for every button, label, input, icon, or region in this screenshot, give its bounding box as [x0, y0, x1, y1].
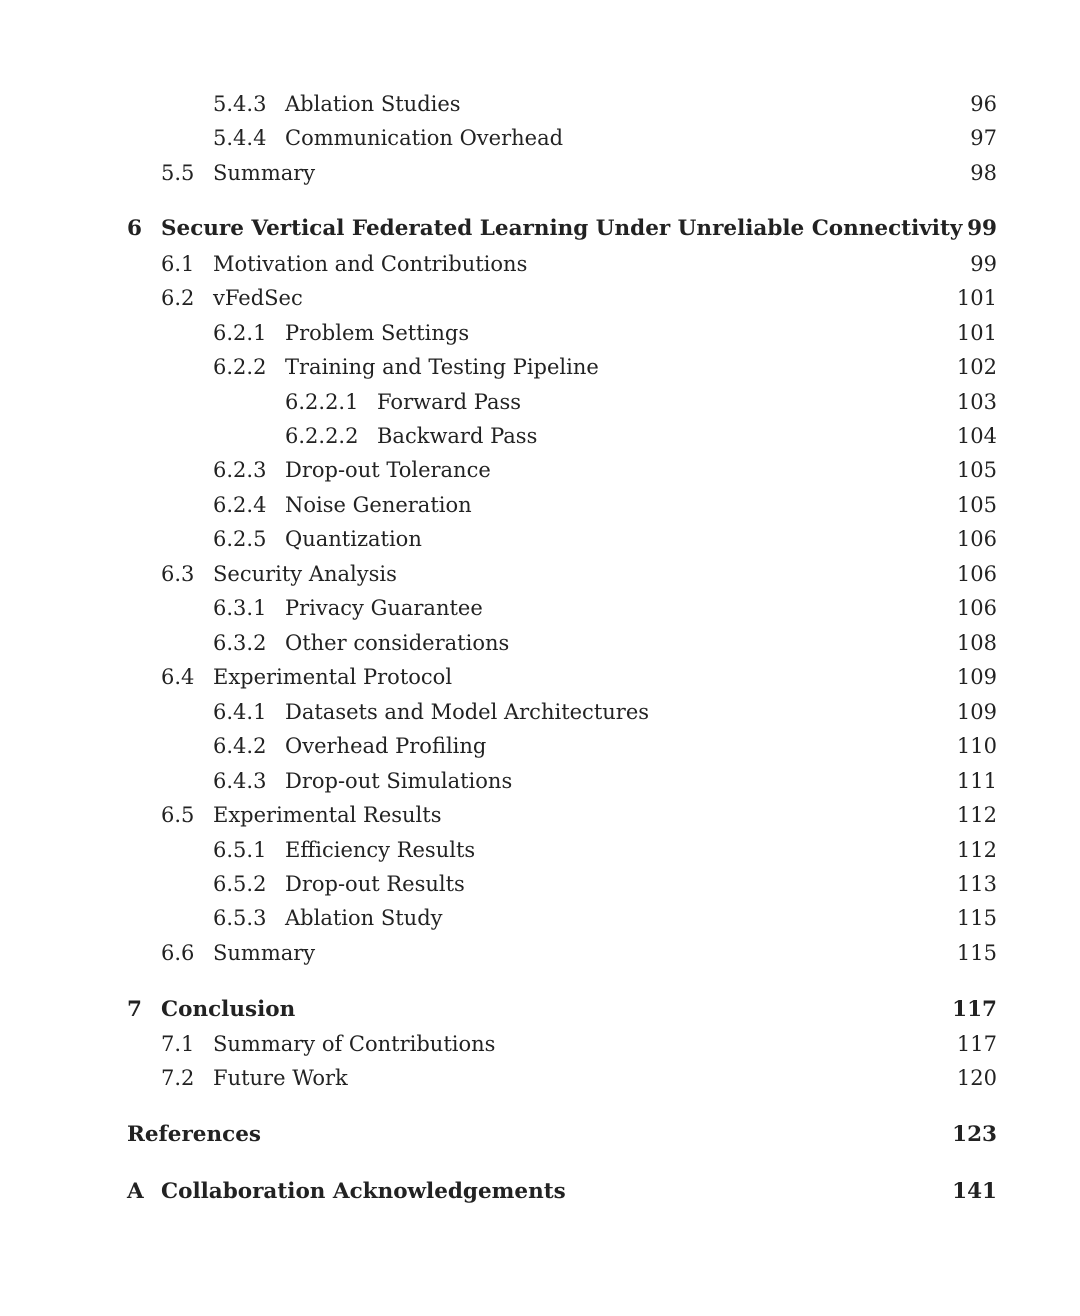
- toc-entry[interactable]: [0, 156, 1080, 190]
- page-number: 99: [967, 216, 997, 241]
- toc-entry[interactable]: [0, 833, 1080, 867]
- section-title: Summary of Contributions: [213, 1032, 496, 1056]
- page-number: 117: [952, 997, 997, 1022]
- section-number: 6.4: [161, 665, 195, 689]
- page-number: 104: [956, 424, 997, 448]
- chapter-number: 7: [127, 997, 142, 1022]
- toc-entry[interactable]: [0, 901, 1080, 935]
- page-number: 105: [956, 458, 997, 482]
- section-title: Drop-out Simulations: [285, 769, 513, 793]
- page-number: 111: [956, 769, 997, 793]
- page-number: 115: [956, 941, 997, 965]
- section-number: 6.3.2: [213, 631, 267, 655]
- section-title: Datasets and Model Architectures: [285, 700, 650, 724]
- section-number: 6.5: [161, 803, 195, 827]
- appendix-letter: A: [127, 1179, 144, 1204]
- toc-entry[interactable]: [0, 591, 1080, 625]
- page-number: 108: [956, 631, 997, 655]
- toc-entry[interactable]: [0, 660, 1080, 694]
- section-title: Backward Pass: [377, 424, 538, 448]
- toc-entry[interactable]: [0, 87, 1080, 121]
- section-title: Forward Pass: [377, 390, 522, 414]
- toc-entry[interactable]: [0, 764, 1080, 798]
- section-number: 6.2.4: [213, 493, 267, 517]
- section-title: Privacy Guarantee: [285, 596, 483, 620]
- section-number: 5.4.4: [213, 126, 267, 150]
- section-title: Ablation Study: [285, 906, 443, 930]
- page-number: 123: [952, 1122, 997, 1147]
- section-title: vFedSec: [213, 286, 303, 310]
- section-title: Experimental Protocol: [213, 665, 453, 689]
- toc-entry[interactable]: [0, 695, 1080, 729]
- chapter-number: 6: [127, 216, 142, 241]
- page-number: 115: [956, 906, 997, 930]
- page-number: 112: [956, 803, 997, 827]
- section-title: Communication Overhead: [285, 126, 564, 150]
- section-number: 6.3: [161, 562, 195, 586]
- page-number: 99: [970, 252, 997, 276]
- section-number: 6.2.2.1: [285, 390, 359, 414]
- section-number: 6.4.2: [213, 734, 267, 758]
- section-title: Noise Generation: [285, 493, 472, 517]
- section-title: Motivation and Contributions: [213, 252, 528, 276]
- section-number: 6.2.5: [213, 527, 267, 551]
- toc-chapter-references[interactable]: [0, 1118, 1080, 1152]
- section-number: 6.2.2: [213, 355, 267, 379]
- section-title: Drop-out Results: [285, 872, 465, 896]
- page-number: 96: [970, 92, 997, 116]
- section-title: Training and Testing Pipeline: [285, 355, 599, 379]
- section-title: Problem Settings: [285, 321, 470, 345]
- page-number: 106: [956, 596, 997, 620]
- section-number: 6.5.2: [213, 872, 267, 896]
- page-number: 109: [956, 700, 997, 724]
- page-number: 101: [956, 286, 997, 310]
- section-title: Summary: [213, 161, 316, 185]
- toc-entry[interactable]: [0, 281, 1080, 315]
- section-title: Quantization: [285, 527, 422, 551]
- section-number: 6.2.3: [213, 458, 267, 482]
- chapter-title: Secure Vertical Federated Learning Under Unreliable Connectivity: [161, 216, 963, 241]
- page-number: 110: [956, 734, 997, 758]
- page-number: 103: [956, 390, 997, 414]
- section-number: 5.5: [161, 161, 195, 185]
- toc-entry[interactable]: [0, 798, 1080, 832]
- toc-appendix[interactable]: [0, 1175, 1080, 1209]
- section-title: Future Work: [213, 1066, 348, 1090]
- section-number: 6.2: [161, 286, 195, 310]
- chapter-title: References: [127, 1122, 261, 1147]
- toc-entry[interactable]: [0, 1061, 1080, 1095]
- page-number: 101: [956, 321, 997, 345]
- section-title: Overhead Profiling: [285, 734, 487, 758]
- section-number: 7.1: [161, 1032, 195, 1056]
- page-number: 98: [970, 161, 997, 185]
- toc-entry[interactable]: [0, 453, 1080, 487]
- section-title: Security Analysis: [213, 562, 397, 586]
- section-number: 6.4.1: [213, 700, 267, 724]
- page-number: 97: [970, 126, 997, 150]
- toc-entry[interactable]: [0, 316, 1080, 350]
- page-number: 113: [956, 872, 997, 896]
- page-number: 117: [956, 1032, 997, 1056]
- section-number: 6.6: [161, 941, 195, 965]
- section-title: Drop-out Tolerance: [285, 458, 491, 482]
- toc-entry[interactable]: [0, 121, 1080, 155]
- toc-chapter[interactable]: [0, 993, 1080, 1027]
- toc-chapter[interactable]: [0, 212, 1080, 246]
- page-number: 106: [956, 527, 997, 551]
- toc-entry[interactable]: [0, 350, 1080, 384]
- section-number: 6.2.1: [213, 321, 267, 345]
- toc-entry[interactable]: [0, 626, 1080, 660]
- page-number: 112: [956, 838, 997, 862]
- section-number: 6.5.3: [213, 906, 267, 930]
- toc-entry[interactable]: [0, 522, 1080, 556]
- section-number: 6.4.3: [213, 769, 267, 793]
- toc-entry[interactable]: [0, 867, 1080, 901]
- toc-entry[interactable]: [0, 488, 1080, 522]
- section-title: Efficiency Results: [285, 838, 476, 862]
- section-number: 6.3.1: [213, 596, 267, 620]
- appendix-title: Collaboration Acknowledgements: [161, 1179, 566, 1204]
- section-title: Summary: [213, 941, 316, 965]
- section-number: 6.5.1: [213, 838, 267, 862]
- section-title: Experimental Results: [213, 803, 442, 827]
- section-title: Other considerations: [285, 631, 510, 655]
- toc-entry[interactable]: [0, 936, 1080, 970]
- toc-entry[interactable]: [0, 1027, 1080, 1061]
- toc-entry[interactable]: [0, 385, 1080, 419]
- page-number: 120: [956, 1066, 997, 1090]
- page-number: 102: [956, 355, 997, 379]
- section-title: Ablation Studies: [285, 92, 461, 116]
- chapter-title: Conclusion: [161, 997, 296, 1022]
- section-number: 5.4.3: [213, 92, 267, 116]
- section-number: 6.1: [161, 252, 195, 276]
- page-number: 106: [956, 562, 997, 586]
- toc-entry[interactable]: [0, 557, 1080, 591]
- section-number: 7.2: [161, 1066, 195, 1090]
- section-number: 6.2.2.2: [285, 424, 359, 448]
- page-number: 109: [956, 665, 997, 689]
- toc-entry[interactable]: [0, 419, 1080, 453]
- page-number: 105: [956, 493, 997, 517]
- toc-entry[interactable]: [0, 729, 1080, 763]
- toc-entry[interactable]: [0, 247, 1080, 281]
- page-number: 141: [952, 1179, 997, 1204]
